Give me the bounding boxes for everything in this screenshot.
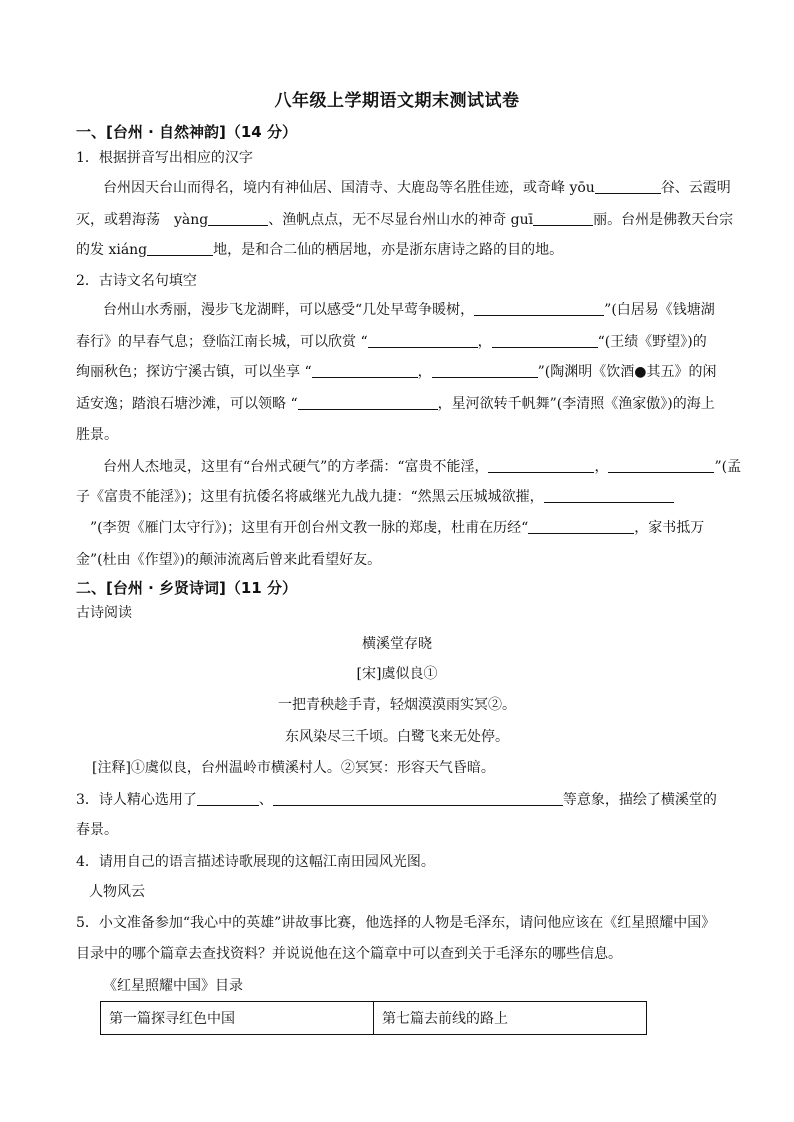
q2-text: ”(孟 (714, 459, 742, 475)
poem-note: [注释]①虞似良，台州温岭市横溪村人。②冥冥：形容天气昏暗。 (92, 760, 495, 776)
blank-poem-9[interactable] (544, 487, 674, 503)
q3-text: 、 (258, 792, 273, 808)
table-row (101, 1002, 647, 1035)
q3-text: 等意象，描绘了横溪堂的 (562, 792, 717, 808)
q1-text: 丽。台州是佛教天台宗 (593, 212, 734, 228)
q2-p1-line4 (76, 394, 715, 414)
q2-p2-line1 (103, 457, 741, 477)
q2-text: 台州人杰地灵，这里有“台州式硬气”的方孝孺：“富贵不能淫， (103, 459, 489, 475)
q2-text: ，家书抵万 (634, 520, 705, 536)
q2-text: 子《富贵不能淫》)；这里有抗倭名将戚继光九战九捷：“然黑云压城城欲摧， (76, 489, 544, 505)
q3-text: 3．诗人精心选用了 (76, 792, 197, 808)
section1-heading: 一、[台州 · 自然神韵]（14 分） (76, 123, 297, 141)
q1-text: 谷、云霞明 (660, 180, 731, 196)
blank-poem-4[interactable] (312, 362, 418, 378)
q2-prompt: 2．古诗文名句填空 (76, 273, 197, 289)
q2-p1-line2 (76, 332, 707, 352)
blank-poem-3[interactable] (492, 332, 598, 348)
poem-title: 横溪堂存晓 (362, 636, 432, 652)
section2-heading: 二、[台州 · 乡贤诗词]（11 分） (76, 579, 297, 597)
blank-yōu[interactable] (595, 178, 661, 194)
q5-line2: 目录中的哪个篇章去查找资料？并说说他在这个篇章中可以查到关于毛泽东的哪些信息。 (76, 946, 622, 962)
q2-p1-line3 (76, 362, 716, 382)
q2-p2-line3 (90, 518, 704, 538)
poem-line-1: 一把青秧趁手青，轻烟漠漠雨实冥②。 (278, 697, 516, 713)
q2-text: ”(陶渊明《饮酒●其五》的闲 (537, 364, 717, 380)
q2-text: 适安逸；踏浪石塘沙滩，可以领略 “ (76, 396, 298, 412)
blank-poem-8[interactable] (608, 457, 714, 473)
q1-text: 灭，或碧海荡 yàng (76, 212, 209, 228)
q2-text: ”(李贺《雁门太守行》)；这里有开创台州文教一脉的郑虔，杜甫在历经“ (90, 520, 529, 536)
blank-yàng[interactable] (208, 210, 268, 226)
blank-xiáng[interactable] (147, 240, 213, 256)
blank-poem-10[interactable] (528, 518, 634, 534)
q2-text: ， (417, 364, 432, 380)
blank-poem-6[interactable] (298, 394, 438, 410)
q2-text: ， (594, 459, 609, 475)
blank-poem-7[interactable] (488, 457, 594, 473)
toc-cell: 第七篇去前线的路上 (374, 1002, 647, 1035)
poem-line-2: 东风染尽三千顷。白鹭飞来无处停。 (285, 729, 509, 745)
toc-caption: 《红星照耀中国》目录 (103, 978, 243, 994)
q2-p2-line4: 金”(杜由《作望》)的颠沛流离后曾来此看望好友。 (76, 552, 382, 568)
q3-line2: 春景。 (76, 822, 118, 838)
q1-text: 的发 xiáng (76, 242, 148, 258)
q5-line1: 5．小文准备参加“我心中的英雄”讲故事比赛，他选择的人物是毛泽东，请问他应该在《红星照耀中国》 (76, 915, 716, 931)
q2-p1-line5: 胜景。 (76, 427, 118, 443)
q2-text: ”(白居易《钱塘湖 (604, 302, 715, 318)
blank-poem-5[interactable] (432, 362, 538, 378)
q2-text: ，星河欲转千帆舞”(李清照《渔家傲》)的海上 (437, 396, 715, 412)
toc-table (100, 1001, 647, 1035)
q1-text: 、渔帆点点，无不尽显台州山水的神奇 guī (268, 212, 534, 228)
q4-prompt: 4．请用自己的语言描述诗歌展现的这幅江南田园风光图。 (76, 854, 435, 870)
poem-author: [宋]虞似良① (356, 666, 438, 682)
q1-line3 (76, 240, 563, 260)
blank-q3-1[interactable] (197, 790, 259, 806)
toc-cell: 第一篇探寻红色中国 (101, 1002, 374, 1035)
blank-guī[interactable] (533, 210, 593, 226)
q1-text: 台州因天台山而得名，境内有神仙居、国清寺、大鹿岛等名胜佳迹，或奇峰 yōu (103, 180, 595, 196)
q3-line1 (76, 790, 717, 810)
section2-subheading: 古诗阅读 (76, 605, 132, 621)
q2-p1-line1 (103, 300, 715, 320)
q1-line2 (76, 210, 733, 230)
section2-subheading-2: 人物风云 (89, 884, 145, 900)
q1-line1 (103, 178, 731, 198)
q1-prompt: 1．根据拼音写出相应的汉字 (76, 150, 253, 166)
q2-text: 春行》的早春气息；登临江南长城，可以欣赏 “ (76, 334, 368, 350)
blank-q3-2[interactable] (273, 790, 563, 806)
blank-poem-1[interactable] (474, 300, 604, 316)
q2-text: “(王绩《野望》)的 (597, 334, 707, 350)
q2-text: 绚丽秋色；探访宁溪古镇，可以坐享 “ (76, 364, 312, 380)
q2-p2-line2 (76, 487, 674, 507)
q2-text: 台州山水秀丽，漫步飞龙湖畔，可以感受“几处早莺争暖树， (103, 302, 475, 318)
q2-text: ， (477, 334, 492, 350)
page-title: 八年级上学期语文期末测试试卷 (274, 91, 520, 111)
q1-text: 地，是和合二仙的栖居地，亦是浙东唐诗之路的目的地。 (213, 242, 564, 258)
blank-poem-2[interactable] (368, 332, 478, 348)
